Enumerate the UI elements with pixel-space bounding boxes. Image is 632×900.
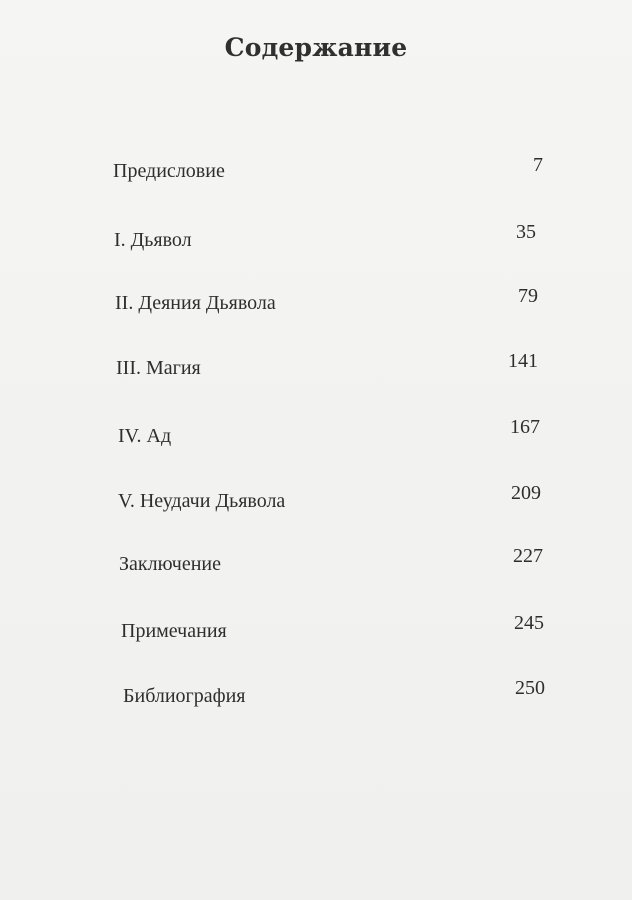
toc-entry-chapter-5 [118,482,541,520]
toc-entry-label: IV. Ад [118,425,172,447]
toc-entry-page-number: 79 [518,285,538,307]
toc-entry-label: II. Деяния Дьявола [115,292,276,314]
toc-entry-label: I. Дьявол [114,229,192,251]
toc-entry-chapter-1 [114,221,536,259]
toc-entry-page-number: 35 [516,221,536,243]
toc-entry-bibliography [123,677,545,715]
toc-entry-chapter-2 [115,285,538,322]
toc-entry-page-number: 250 [515,677,545,699]
toc-entry-label: V. Неудачи Дьявола [118,490,286,512]
toc-entry-notes [121,612,544,650]
toc-entry-label: Примечания [121,620,227,642]
page-title: Содержание [224,33,408,62]
toc-entry-chapter-3 [116,350,538,387]
toc-entry-page-number: 227 [513,545,543,567]
toc-entry-page-number: 245 [514,612,544,634]
toc-entry-page-number: 141 [508,350,538,372]
toc-entry-label: Библиография [123,685,246,707]
toc-entry-chapter-4 [118,416,540,455]
toc-entry-conclusion [119,545,543,583]
toc-entry-preface [113,154,543,190]
toc-entry-page-number: 167 [510,416,540,438]
toc-entry-label: Предисловие [113,160,225,182]
toc-entry-label: Заключение [119,553,221,575]
toc-entry-page-number: 7 [533,154,543,176]
toc-entry-label: III. Магия [116,357,201,379]
toc-entry-page-number: 209 [511,482,541,504]
